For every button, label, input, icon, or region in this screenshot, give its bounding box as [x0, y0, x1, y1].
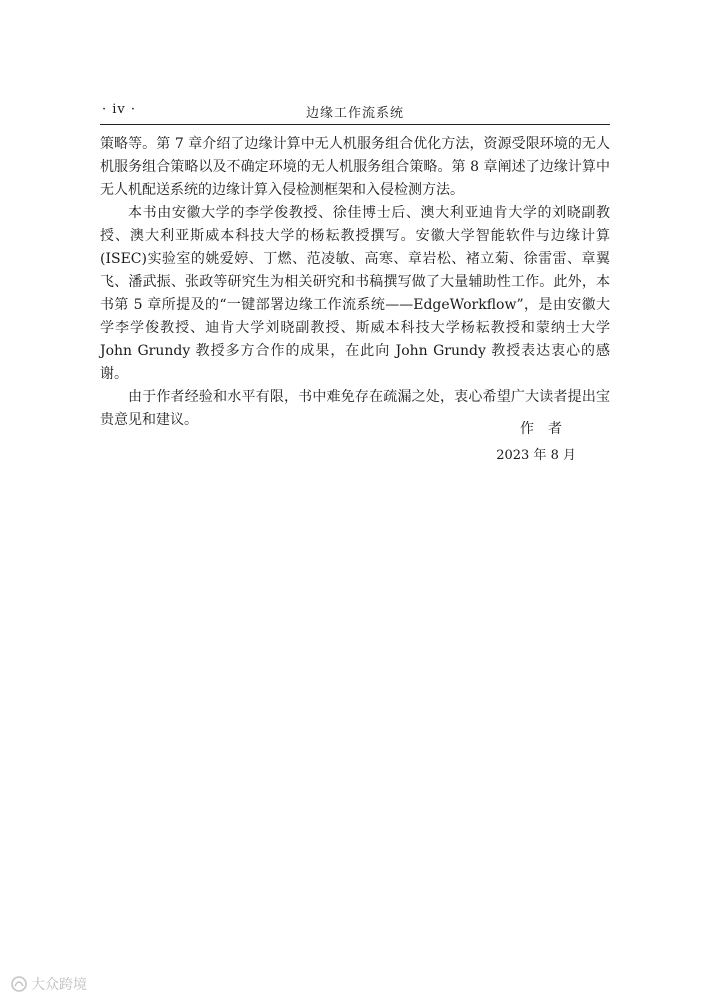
book-title: 边缘工作流系统: [305, 106, 404, 121]
signature-date: 2023 年 8 月: [496, 448, 576, 463]
body-text: [100, 133, 610, 432]
paragraph-1: 策略等。第 7 章介绍了边缘计算中无人机服务组合优化方法，资源受限环境的无人机服务组合策略以及不确定环境的无人机服务组合策略。第 8 章阐述了边缘计算中无人机配送系统的边缘计算入侵检测框架和入侵检测方法。: [100, 136, 610, 198]
running-header: [100, 100, 610, 125]
paragraph-3: 由于作者经验和水平有限，书中难免存在疏漏之处，衷心希望广大读者提出宝贵意见和建议。: [100, 389, 610, 428]
watermark-logo-icon: [10, 975, 28, 993]
watermark-text: 大众跨境: [31, 977, 87, 993]
paragraph-2: 本书由安徽大学的李学俊教授、徐佳博士后、澳大利亚迪肯大学的刘晓副教授、澳大利亚斯威本科技大学的杨耘教授撰写。安徽大学智能软件与边缘计算(ISEC)实验室的姚爱婷、丁燃、范凌敏、高寒、章岩松、褚立菊、徐雷雷、章翼飞、潘武振、张政等研究生为相关研究和书稿撰写做了大量辅助性工作。此外，本书第 5 章所提及的“一键部署边缘工作流系统——EdgeWorkflow”，是由安徽大学李学俊教授、迪肯大学刘晓副教授、斯威本科技大学杨耘教授和蒙纳士大学 John Grundy 教授多方合作的成果，在此向 John Grundy 教授表达衷心的感谢。: [100, 205, 610, 382]
author-signature: 作者: [520, 421, 576, 437]
page-number: · iv ·: [102, 102, 137, 117]
watermark: [10, 974, 87, 994]
